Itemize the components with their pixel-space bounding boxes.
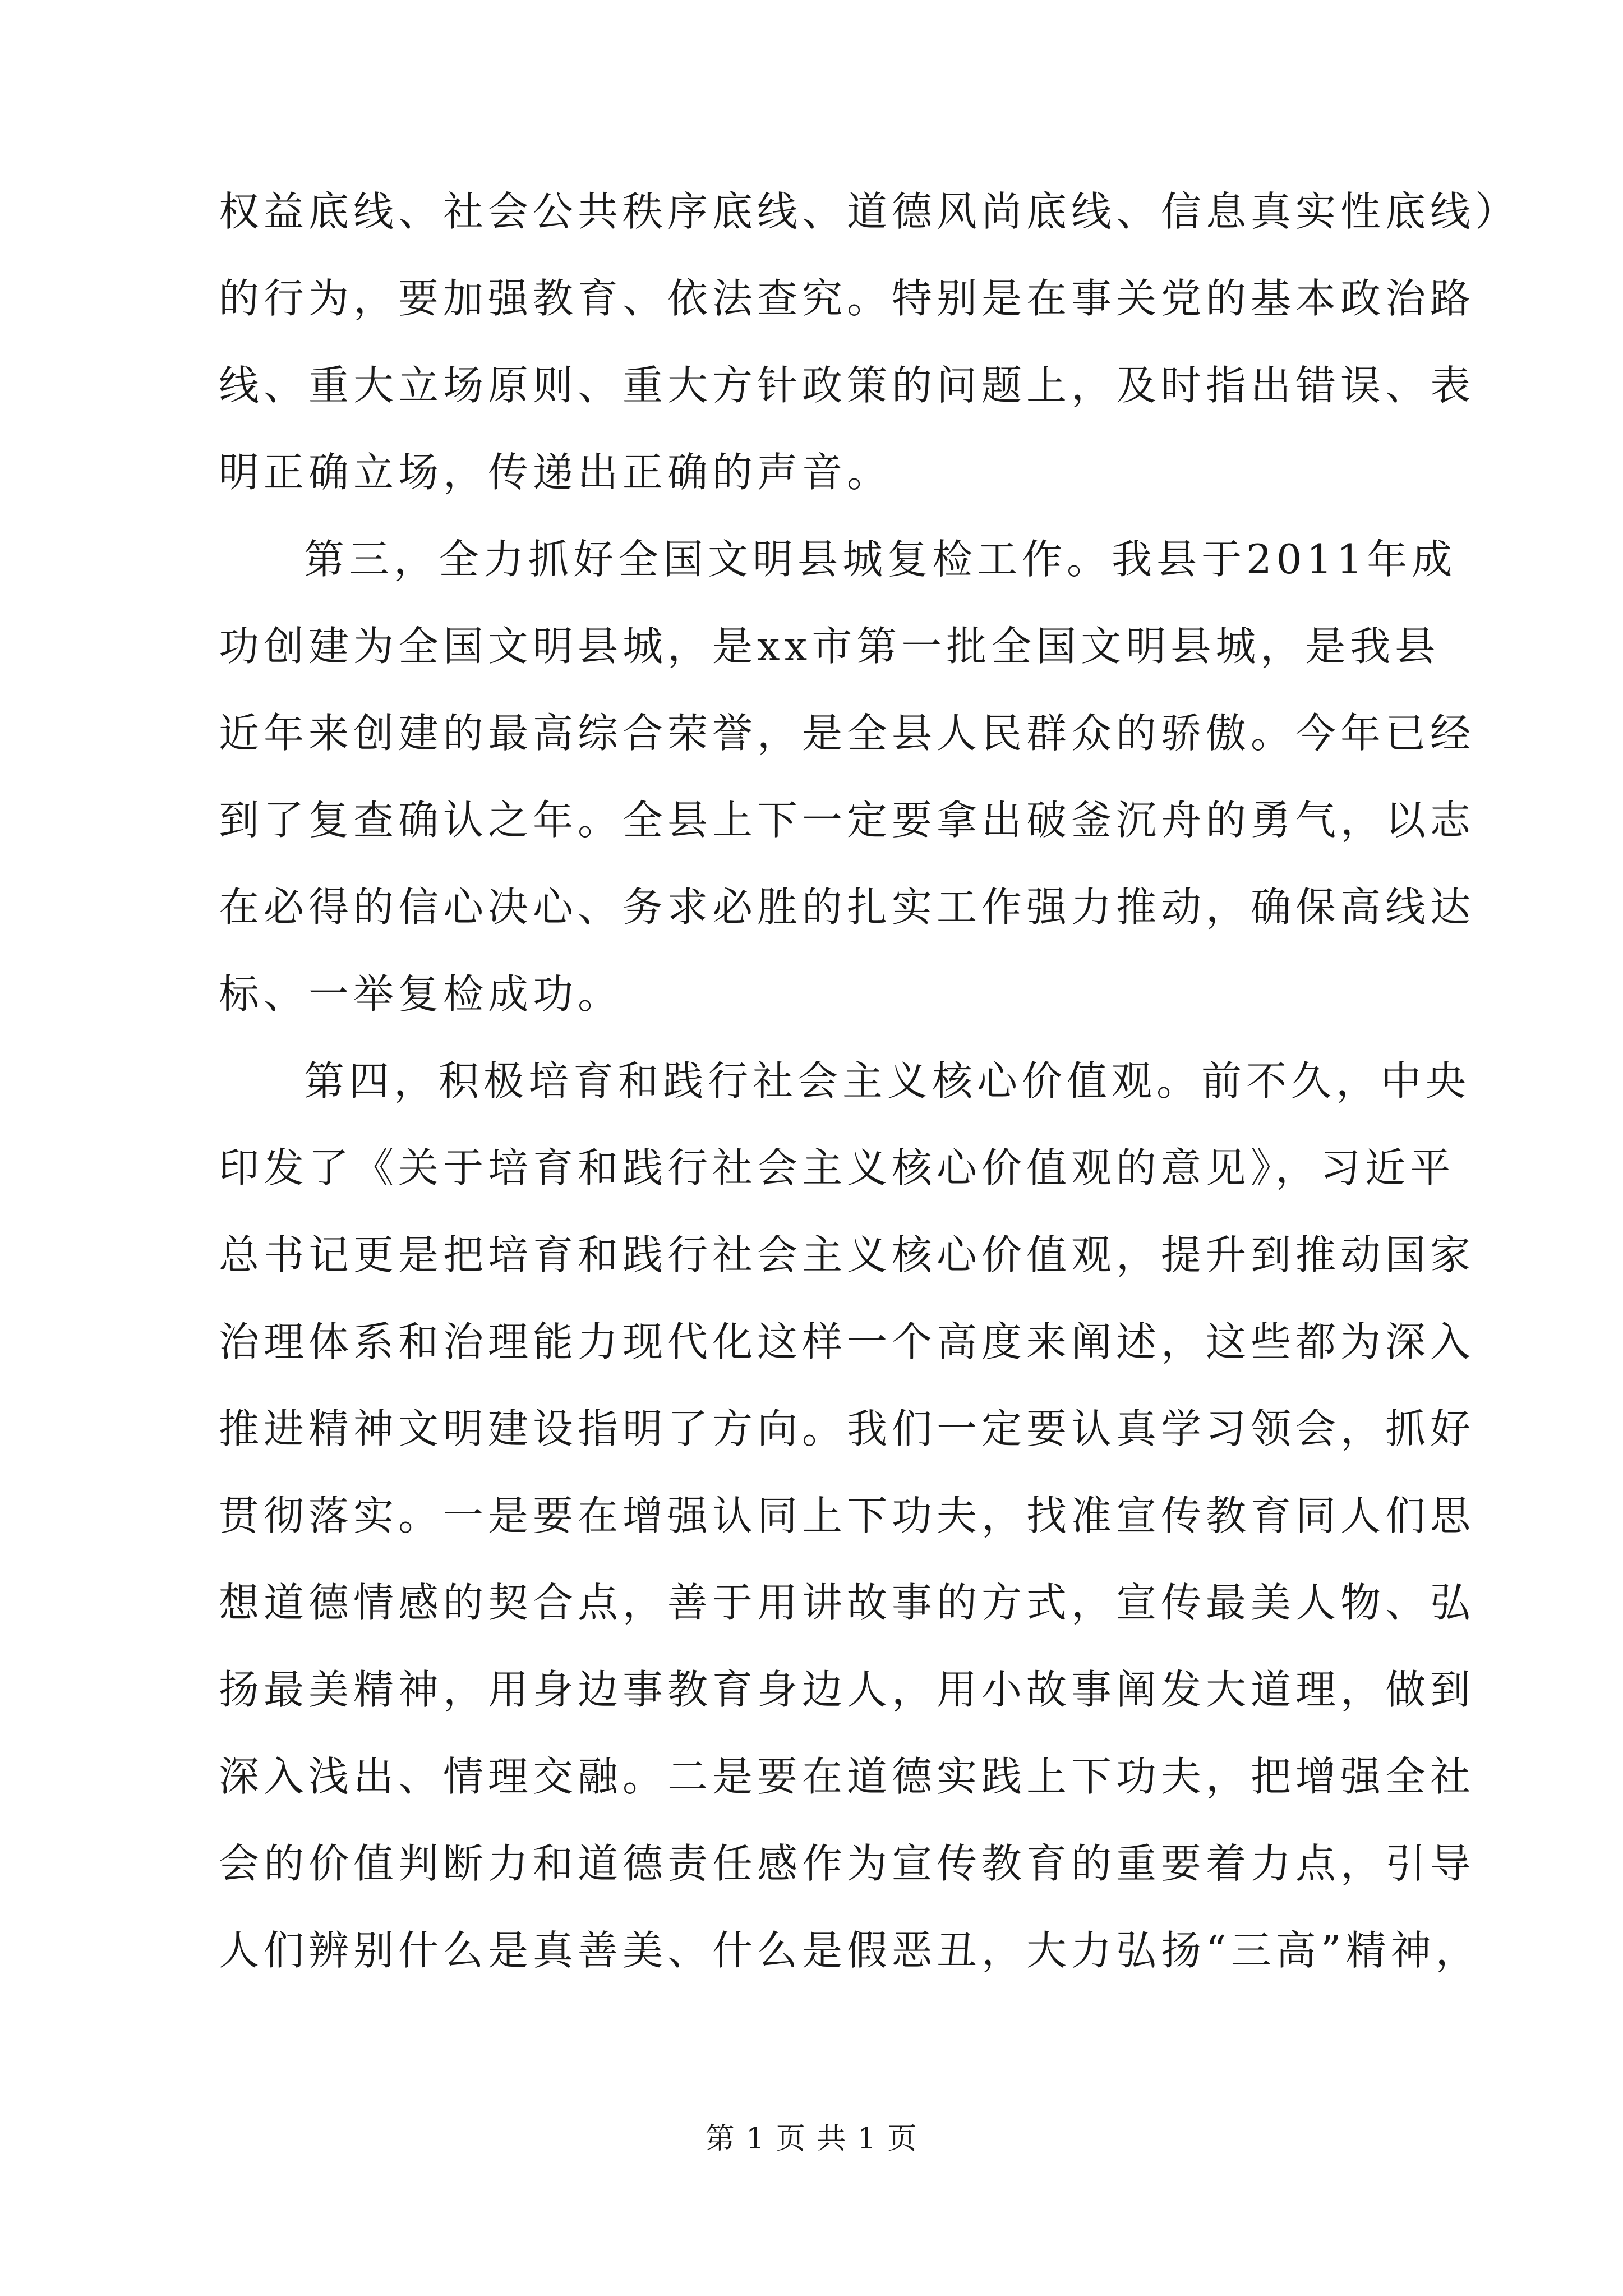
text-line: 权益底线、社会公共秩序底线、道德风尚底线、信息真实性底线） bbox=[219, 188, 1520, 235]
text-line: 推进精神文明建设指明了方向。我们一定要认真学习领会，抓好 bbox=[219, 1405, 1476, 1452]
text-line: 的行为，要加强教育、依法查究。特别是在事关党的基本政治路 bbox=[219, 275, 1476, 322]
document-body bbox=[219, 0, 1520, 1994]
text-line: 第三，全力抓好全国文明县城复检工作。我县于2011年成 bbox=[304, 536, 1457, 583]
text-line: 扬最美精神，用身边事教育身边人，用小故事阐发大道理，做到 bbox=[219, 1666, 1476, 1713]
text-line: 深入浅出、情理交融。二是要在道德实践上下功夫，把增强全社 bbox=[219, 1753, 1476, 1800]
text-line: 会的价值判断力和道德责任感作为宣传教育的重要着力点，引导 bbox=[219, 1840, 1476, 1887]
text-line: 治理体系和治理能力现代化这样一个高度来阐述，这些都为深入 bbox=[219, 1318, 1476, 1365]
text-line: 贯彻落实。一是要在增强认同上下功夫，找准宣传教育同人们思 bbox=[219, 1492, 1476, 1539]
text-line: 总书记更是把培育和践行社会主义核心价值观，提升到推动国家 bbox=[219, 1231, 1476, 1278]
text-line: 在必得的信心决心、务求必胜的扎实工作强力推动，确保高线达 bbox=[219, 884, 1476, 931]
text-line: 第四，积极培育和践行社会主义核心价值观。前不久，中央 bbox=[304, 1057, 1471, 1105]
text-line: 功创建为全国文明县城，是xx市第一批全国文明县城，是我县 bbox=[219, 623, 1440, 670]
text-line: 到了复查确认之年。全县上下一定要拿出破釜沉舟的勇气，以志 bbox=[219, 797, 1476, 844]
text-line: 印发了《关于培育和践行社会主义核心价值观的意见》，习近平 bbox=[219, 1144, 1455, 1191]
page-footer: 第 1 页 共 1 页 bbox=[705, 2122, 918, 2156]
text-line: 想道德情感的契合点，善于用讲故事的方式，宣传最美人物、弘 bbox=[219, 1579, 1476, 1626]
text-line: 人们辨别什么是真善美、什么是假恶丑，大力弘扬“三高”精神， bbox=[219, 1927, 1481, 1974]
text-line: 近年来创建的最高综合荣誉，是全县人民群众的骄傲。今年已经 bbox=[219, 710, 1476, 757]
text-line: 明正确立场，传递出正确的声音。 bbox=[219, 449, 892, 496]
text-line: 标、一举复检成功。 bbox=[219, 970, 623, 1018]
text-line: 线、重大立场原则、重大方针政策的问题上，及时指出错误、表 bbox=[219, 362, 1476, 409]
